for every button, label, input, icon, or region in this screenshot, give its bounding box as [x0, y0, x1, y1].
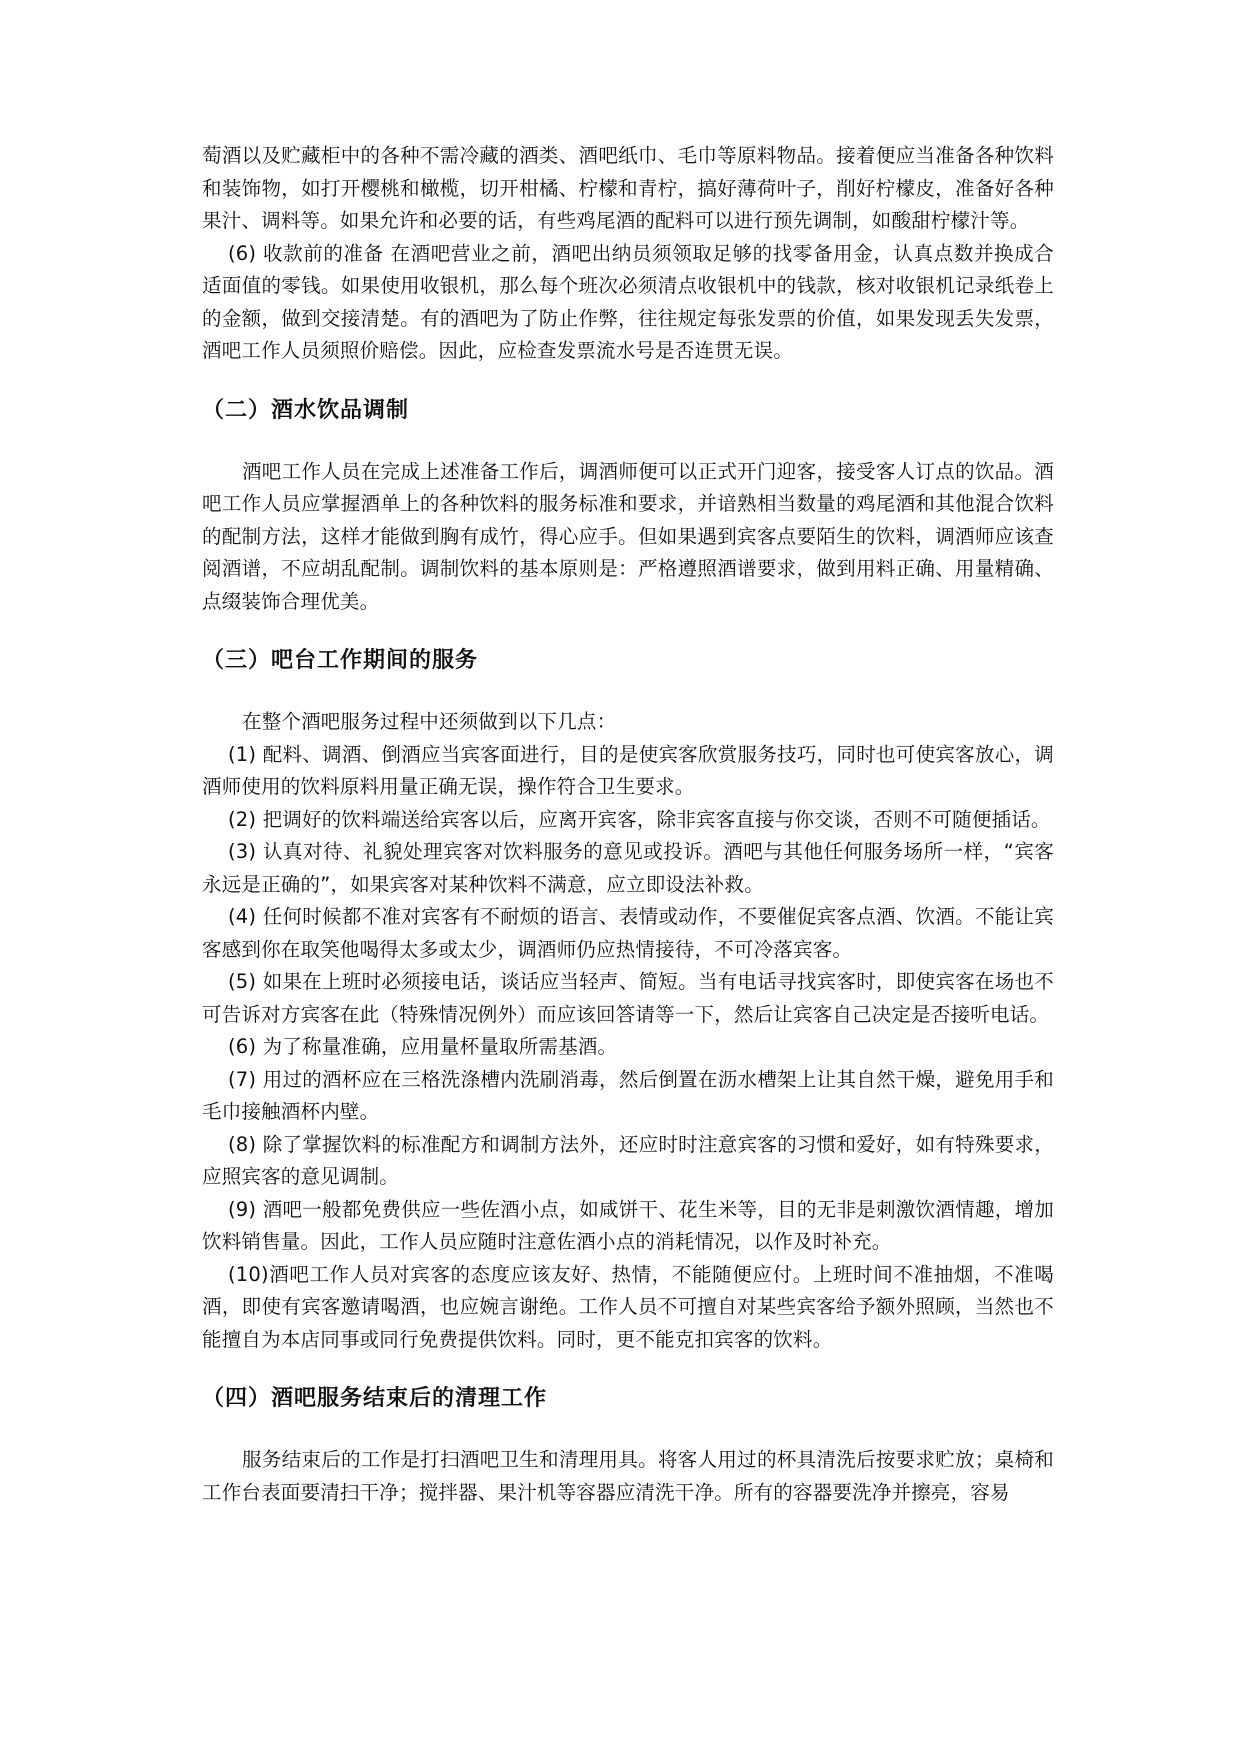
section-heading-cleanup: （四）酒吧服务结束后的清理工作 [202, 1386, 548, 1411]
list-item: (1) 配料、调酒、倒酒应当宾客面进行，目的是使宾客欣赏服务技巧，同时也可使宾客放心，调酒师使用的饮料原料用量正确无误，操作符合卫生要求。 [202, 742, 1054, 798]
list-item: (3) 认真对待、礼貌处理宾客对饮料服务的意见或投诉。酒吧与其他任何服务场所一样，“宾客永远是正确的”，如果宾客对某种饮料不满意，应立即设法补救。 [202, 840, 1054, 896]
paragraph-bar-service-intro: 在整个酒吧服务过程中还须做到以下几点： [242, 710, 617, 733]
list-item: (6) 为了称量准确，应用量杯量取所需基酒。 [228, 1035, 618, 1058]
list-item: (7) 用过的酒杯应在三格洗涤槽内洗刷消毒，然后倒置在沥水槽架上让其自然干燥，避免用手和毛巾接触酒杯内壁。 [202, 1067, 1054, 1123]
section-heading-drink-mixing: （二）酒水饮品调制 [202, 397, 410, 423]
paragraph-drink-mixing: 酒吧工作人员在完成上述准备工作后，调酒师便可以正式开门迎客，接受客人订点的饮品。酒吧工作人员应掌握酒单上的各种饮料的服务标准和要求，并谙熟相当数量的鸡尾酒和其他混合饮料的配制方法，这样才能做到胸有成竹，得心应手。但如果遇到宾客点要陌生的饮料，调酒师应该查阅酒谱，不应胡乱配制。调制饮料的基本原则是：严格遵照酒谱要求，做到用料正确、用量精确、点缀装饰合理优美。 [202, 459, 1054, 613]
paragraph-cleanup: 服务结束后的工作是打扫酒吧卫生和清理用具。将客人用过的杯具清洗后按要求贮放；桌椅和工作台表面要清扫干净；搅拌器、果汁机等容器应清洗干净。所有的容器要洗净并擦亮，容易 [202, 1448, 1054, 1504]
list-item: (9) 酒吧一般都免费供应一些佐酒小点，如咸饼干、花生米等，目的无非是刺激饮酒情趣，增加饮料销售量。因此，工作人员应随时注意佐酒小点的消耗情况，以作及时补充。 [202, 1197, 1054, 1253]
list-item: (4) 任何时候都不准对宾客有不耐烦的语言、表情或动作，不要催促宾客点酒、饮酒。不能让宾客感到你在取笑他喝得太多或太少，调酒师仍应热情接待，不可冷落宾客。 [202, 905, 1054, 961]
list-item: (8) 除了掌握饮料的标准配方和调制方法外，还应时时注意宾客的习惯和爱好，如有特殊要求，应照宾客的意见调制。 [202, 1132, 1054, 1188]
document-body [202, 140, 1054, 1509]
list-item-cash-preparation: (6) 收款前的准备 在酒吧营业之前，酒吧出纳员须领取足够的找零备用金，认真点数并换成合适面值的零钱。如果使用收银机，那么每个班次必须清点收银机中的钱款，核对收银机记录纸卷上的金额，做到交接清楚。有的酒吧为了防止作弊，往往规定每张发票的价值，如果发现丢失发票，酒吧工作人员须照价赔偿。因此，应检查发票流水号是否连贯无误。 [202, 241, 1054, 362]
list-item: (5) 如果在上班时必须接电话，谈话应当轻声、简短。当有电话寻找宾客时，即使宾客在场也不可告诉对方宾客在此（特殊情况例外）而应该回答请等一下，然后让宾客自己决定是否接听电话。 [202, 970, 1054, 1026]
list-item: (10)酒吧工作人员对宾客的态度应该友好、热情，不能随便应付。上班时间不准抽烟，不准喝酒，即使有宾客邀请喝酒，也应婉言谢绝。工作人员不可擅自对某些宾客给予额外照顾，当然也不能擅自为本店同事或同行免费提供饮料。同时，更不能克扣宾客的饮料。 [202, 1262, 1054, 1351]
list-item: (2) 把调好的饮料端送给宾客以后，应离开宾客，除非宾客直接与你交谈，否则不可随便插话。 [228, 807, 1051, 831]
paragraph-preparation-tail: 萄酒以及贮藏柜中的各种不需冷藏的酒类、酒吧纸巾、毛巾等原料物品。接着便应当准备各种饮料和装饰物，如打开樱桃和橄榄，切开柑橘、柠檬和青柠，搞好薄荷叶子，削好柠檬皮，准备好各种果汁、调料等。如果允许和必要的话，有些鸡尾酒的配料可以进行预先调制，如酸甜柠檬汁等。 [202, 144, 1054, 232]
section-heading-bar-service: （三）吧台工作期间的服务 [202, 648, 479, 673]
